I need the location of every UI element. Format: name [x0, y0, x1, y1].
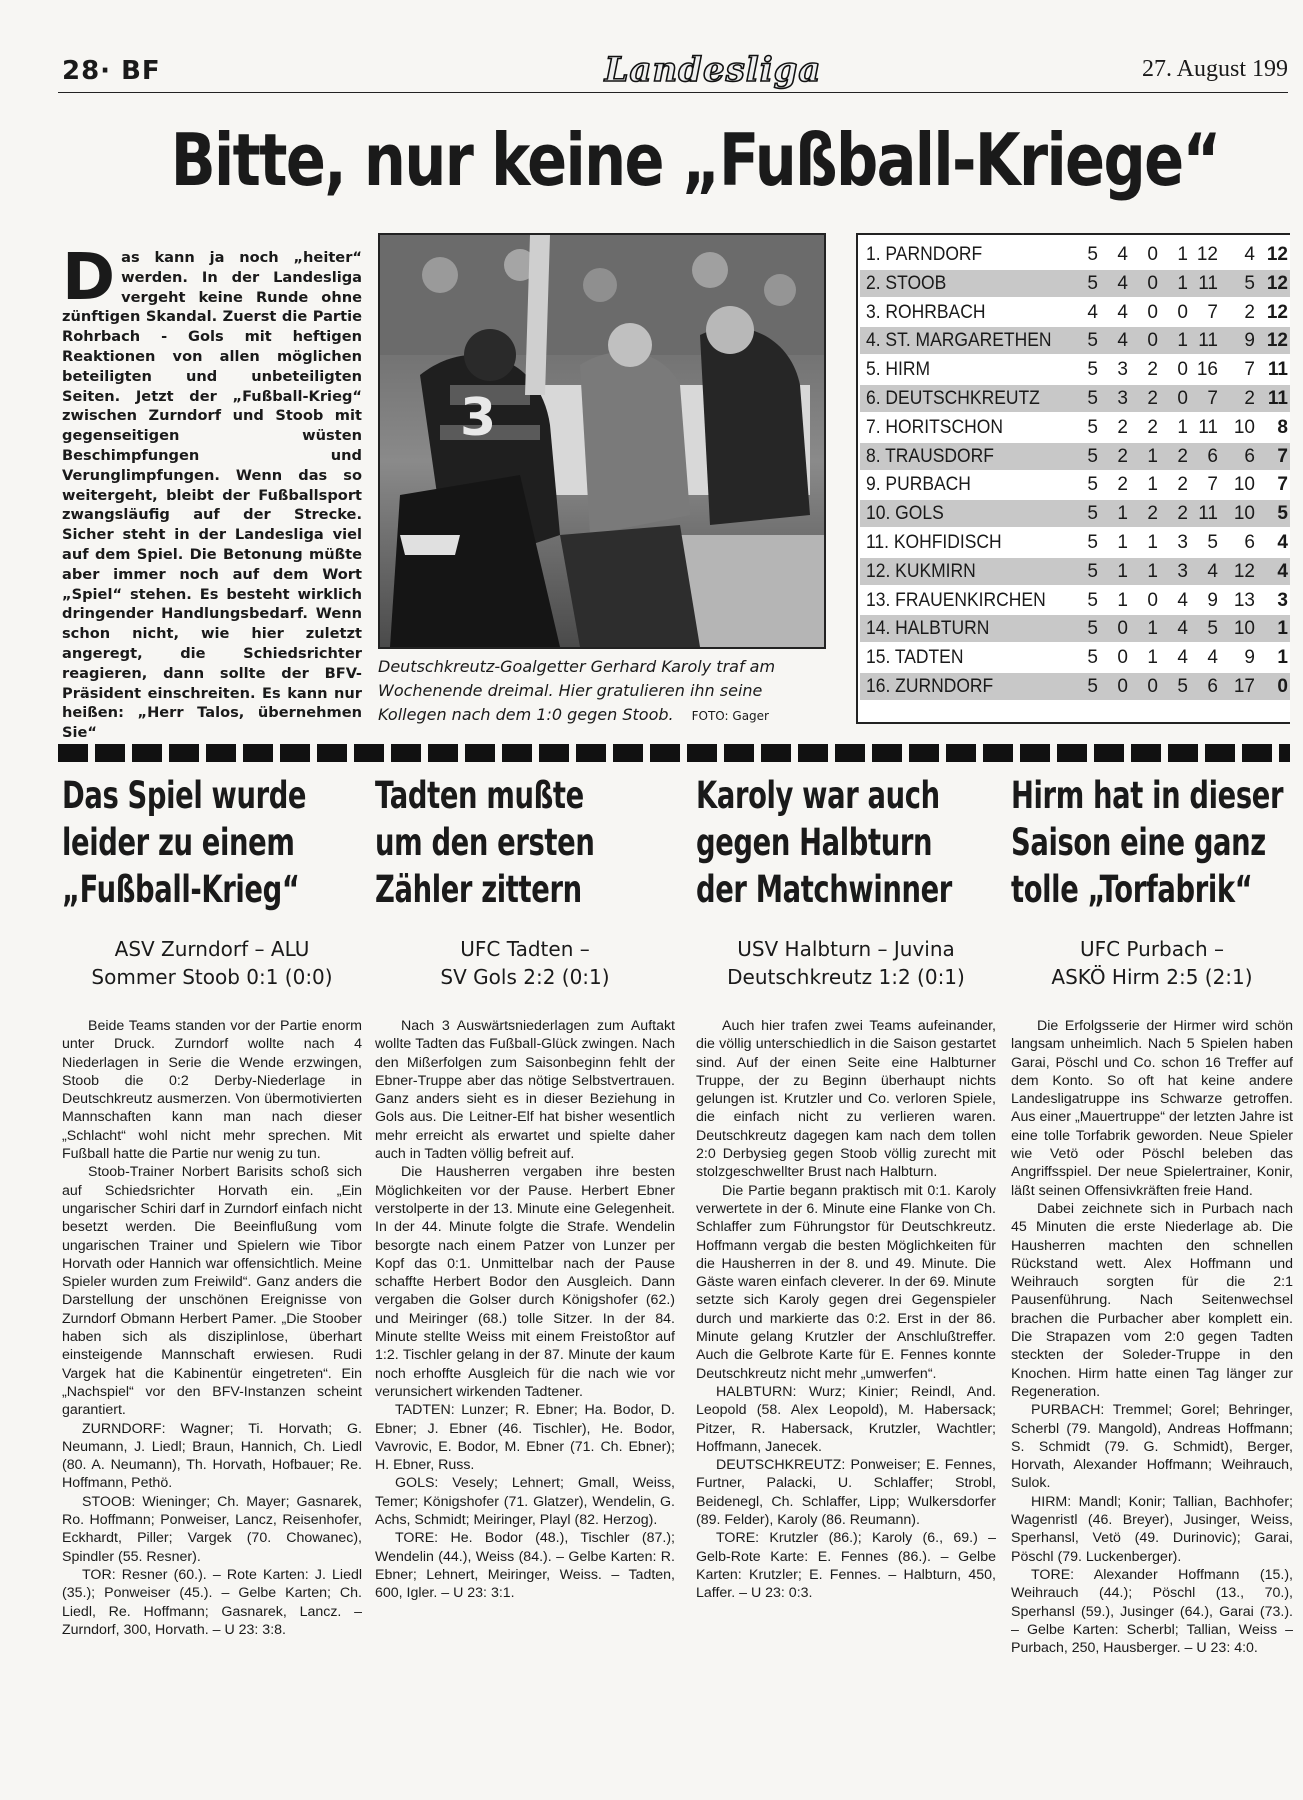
article-body: [696, 1017, 996, 1603]
points-cell: 7: [1277, 445, 1288, 467]
points-cell: 12: [1266, 301, 1288, 323]
stat-cell: 0: [1177, 301, 1188, 323]
standings-row: [860, 385, 1290, 412]
article-body: [62, 1017, 362, 1639]
stat-cell: 1: [1177, 272, 1188, 294]
stat-cell: 17: [1233, 676, 1255, 697]
page-header: [58, 50, 1288, 93]
lineup-paragraph: TORE: He. Bodor (48.), Tischler (87.); Wendelin (44.), Weiss (84.). – Gelbe Karten: R. Ebner; Lehnert, Meiringer, Weiss. – Tadten, 600, Igler. – U 23: 3:1.: [375, 1530, 675, 1602]
lineup-paragraph: ZURNDORF: Wagner; Ti. Horvath; G. Neumann, J. Liedl; Braun, Hannich, Ch. Liedl (80. A. Neumann), Th. Horvath, Hofbauer; Re. Hoffmann, Pethö.: [62, 1420, 362, 1492]
lineup-paragraph: TADTEN: Lunzer; R. Ebner; Ha. Bodor, D. Ebner; J. Ebner (46. Tischler), He. Bodor, Vavrovic, E. Bodor, M. Ebner (71. Ch. Ebner); H. Ebner, Russ.: [375, 1402, 675, 1474]
team-name: 15. TADTEN: [866, 647, 964, 669]
stat-cell: 13: [1233, 589, 1255, 611]
section-title: Landesliga: [604, 50, 822, 90]
stat-cell: 0: [1117, 647, 1128, 669]
points-cell: 4: [1277, 532, 1288, 553]
stat-cell: 4: [1117, 330, 1128, 352]
team-name: 2. STOOB: [866, 272, 947, 294]
points-cell: 1: [1277, 618, 1288, 640]
result-line: SV Gols 2:2 (0:1): [440, 965, 610, 989]
body-paragraph: Beide Teams standen vor der Partie enorm unter Druck. Zurndorf wollte nach 4 Niederlagen in Serie die Wende erzwingen, Stoob die 0:2 Derby-Niederlage in Deutschkreutz ausmerzen. Von übermotivierten Mannschaften kann man nach dieser „Schlacht“ wohl nicht mehr sprechen. Mit Fußball hatte die Partie nur wenig zu tun.: [62, 1018, 362, 1163]
stat-cell: 0: [1147, 676, 1158, 697]
stat-cell: 5: [1087, 560, 1098, 582]
article-body: [375, 1017, 675, 1603]
stat-cell: 3: [1117, 388, 1128, 409]
stat-cell: 4: [1207, 560, 1218, 582]
body-paragraph: Dabei zeichnete sich in Purbach nach 45 Minuten die erste Niederlage ab. Die Hausherren machten den schnellen Rückstand wett. Alex Hoffmann und Weihrauch sorgten für die 2:1 Pausenführung. Nach Seitenwechsel brachen die Purbacher aber komplett ein. Die Strapazen vom 2:0 gegen Tadten steckten der Soleder-Truppe in den Knochen. Hirm hatte einen Tag länger zur Regeneration.: [1011, 1200, 1293, 1400]
standings-row: [860, 500, 1290, 527]
headline-line: Karoly war auch: [696, 774, 940, 817]
stat-cell: 11: [1198, 330, 1218, 352]
result-line: Sommer Stoob 0:1 (0:0): [91, 965, 333, 989]
stat-cell: 9: [1207, 589, 1218, 611]
standings-row: [860, 241, 1290, 268]
stat-cell: 11: [1198, 272, 1218, 294]
lineup-paragraph: HIRM: Mandl; Konir; Tallian, Bachhofer; Wagenristl (46. Breyer), Jusinger, Weiss, Sperhansl, Vetö (49. Durinovic); Garai, Pöschl (79. Luckenberger).: [1011, 1493, 1293, 1565]
standings-row: [860, 270, 1290, 297]
stat-cell: 12: [1196, 244, 1218, 265]
result-line: ASV Zurndorf – ALU: [114, 937, 310, 961]
stat-cell: 12: [1233, 560, 1255, 582]
article-headline: [696, 772, 952, 913]
points-cell: 12: [1266, 272, 1288, 294]
stat-cell: 4: [1117, 244, 1128, 265]
stat-cell: 10: [1233, 503, 1255, 525]
stat-cell: 1: [1147, 618, 1158, 640]
stat-cell: 5: [1087, 618, 1098, 640]
stat-cell: 3: [1177, 560, 1188, 582]
players-celebrating-image: [380, 235, 824, 647]
lead-text: as kann ja noch „heiter“ werden. In der Landesliga vergeht keine Runde ohne zünftigen Skandal. Zuerst die Partie Rohrbach - Gols mit heftigen Reaktionen von allen möglichen beteiligten und unbeteiligten Seiten. Jetzt der „Fußball-Krieg“ zwischen Zurndorf und Stoob mit gegenseitigen wüsten Beschimpfungen und Verunglimpfungen. Wenn das so weitergeht, bleibt der Fußballsport zwangsläufig auf der Strecke. Sicher steht in der Landesliga viel auf dem Spiel. Die Betonung müßte aber immer noch auf dem Wort „Spiel“ stehen. Es besteht wirklich dringender Handlungsbedarf. Wenn schon nicht, wie hier zuletzt angeregt, die Schiedsrichter reagieren, dann sollte der BFV-Präsident einschreiten. Es kann nur heißen: „Herr Talos, übernehmen Sie“: [62, 249, 362, 742]
stat-cell: 5: [1087, 647, 1098, 669]
team-name: 9. PURBACH: [866, 474, 971, 496]
stat-cell: 5: [1177, 676, 1188, 697]
main-headline: Bitte, nur keine „Fußball-Kriege“: [170, 118, 1220, 202]
stat-cell: 7: [1207, 301, 1218, 323]
match-result: [62, 935, 362, 991]
result-line: USV Halbturn – Juvina: [737, 937, 955, 961]
stat-cell: 10: [1233, 618, 1255, 640]
points-cell: 5: [1277, 503, 1288, 525]
article-purbach-hirm: [1011, 772, 1293, 1657]
stat-cell: 0: [1177, 359, 1188, 381]
points-cell: 12: [1266, 244, 1288, 265]
team-name: 8. TRAUSDORF: [866, 445, 994, 467]
body-paragraph: Die Erfolgsserie der Hirmer wird schön langsam unheimlich. Nach 5 Spielen haben Garai, Pöschl und Co. schon 16 Treffer auf dem Konto. So oft hat keine andere Landesligatruppe ins Schwarze getroffen. Aus einer „Mauertruppe“ der letzten Jahre ist eine tolle Torfabrik geworden. Neue Spieler wie Vetö oder Pöschl beleben das Angriffsspiel. Der neue Spielertrainer, Konir, läßt seinen Offensivkräften freie Hand.: [1011, 1018, 1293, 1199]
match-result: [696, 935, 996, 991]
stat-cell: 0: [1117, 618, 1128, 640]
lineup-paragraph: PURBACH: Tremmel; Gorel; Behringer, Scherbl (79. Mangold), Andreas Hoffmann; S. Schmidt (79. G. Schmidt), Berger, Horvath, Alexander Hoffmann; Weihrauch, Sulok.: [1011, 1402, 1293, 1492]
article-headline: [62, 772, 307, 913]
headline-line: Saison eine ganz: [1011, 821, 1266, 864]
stat-cell: 4: [1177, 589, 1188, 611]
jersey-number: 3: [460, 388, 497, 448]
stat-cell: 4: [1244, 244, 1255, 265]
stat-cell: 5: [1207, 532, 1218, 553]
team-name: 14. HALBTURN: [866, 618, 990, 640]
lineup-paragraph: DEUTSCHKREUTZ: Ponweiser; E. Fennes, Furtner, Palacki, U. Schlaffer; Strobl, Beidenegl, Ch. Schlaffer, Lipp; Wulkersdorfer (89. Felder), Karoly (86. Reumann).: [696, 1457, 996, 1529]
stat-cell: 1: [1147, 532, 1158, 553]
headline-line: Hirm hat in dieser: [1011, 774, 1284, 817]
stat-cell: 0: [1117, 676, 1128, 697]
article-tadten-gols: [375, 772, 675, 1603]
stat-cell: 2: [1177, 503, 1188, 525]
lead-commentary: [62, 241, 362, 743]
stat-cell: 0: [1147, 272, 1158, 294]
stat-cell: 4: [1177, 618, 1188, 640]
team-name: 7. HORITSCHON: [866, 416, 1003, 438]
article-body: [1011, 1017, 1293, 1657]
stat-cell: 5: [1207, 618, 1218, 640]
stat-cell: 1: [1177, 244, 1188, 265]
photo-caption: [378, 655, 828, 728]
match-photo: [378, 233, 826, 649]
body-paragraph: Die Hausherren vergaben ihre besten Möglichkeiten vor der Pause. Herbert Ebner verstolperte in der 13. Minute eine Gelegenheit. In der 44. Minute folgte die Strafe. Wendelin besorgte nach einem Patzer von Lunzer per Kopf das 0:1. Unmittelbar nach der Pause schaffte Herbert Bodor den Ausgleich. Dann vergaben die Golser durch Königshofer (62.) und Meiringer (68.) tolle Sitzer. In der 84. Minute stellte Weiss mit einem Freistoßtor auf 1:2. Tischler gelang in der 87. Minute der kaum noch erhoffte Ausgleich für die nach wie vor verunsichert wirkenden Tadtener.: [375, 1164, 675, 1400]
stat-cell: 1: [1177, 330, 1188, 352]
standings-row: [860, 356, 1290, 383]
stat-cell: 1: [1117, 560, 1128, 582]
headline-line: Zähler zittern: [375, 868, 582, 911]
stat-cell: 6: [1207, 445, 1218, 467]
headline-line: tolle „Torfabrik“: [1011, 868, 1253, 911]
stat-cell: 2: [1117, 474, 1128, 496]
team-name: 11. KOHFIDISCH: [866, 532, 1002, 553]
stat-cell: 2: [1244, 388, 1255, 409]
stat-cell: 7: [1244, 359, 1255, 381]
headline-line: um den ersten: [375, 821, 595, 864]
stat-cell: 1: [1147, 647, 1158, 669]
result-line: ASKÖ Hirm 2:5 (2:1): [1051, 965, 1253, 989]
article-zurndorf-stoob: [62, 772, 362, 1639]
stat-cell: 1: [1117, 589, 1128, 611]
lineup-paragraph: STOOB: Wieninger; Ch. Mayer; Gasnarek, Ro. Hoffmann; Ponweiser, Lancz, Reisenhofer, Eckhardt, Piller; Vargek (70. Chowanec), Spindler (55. Resner).: [62, 1493, 362, 1565]
team-name: 6. DEUTSCHKREUTZ: [866, 388, 1040, 409]
stat-cell: 7: [1207, 388, 1218, 409]
stat-cell: 1: [1117, 503, 1128, 525]
lineup-paragraph: HALBTURN: Wurz; Kinier; Reindl, And. Leopold (58. Alex Leopold), M. Habersack; Pitzer, R. Habersack, Krutzler, Wachtler; Hoffmann, Janecek.: [696, 1383, 996, 1455]
stat-cell: 3: [1117, 359, 1128, 381]
stat-cell: 4: [1117, 272, 1128, 294]
stat-cell: 0: [1147, 330, 1158, 352]
stat-cell: 4: [1087, 301, 1098, 323]
stat-cell: 1: [1177, 416, 1188, 438]
stat-cell: 2: [1244, 301, 1255, 323]
stat-cell: 5: [1087, 589, 1098, 611]
stat-cell: 11: [1198, 416, 1218, 438]
standings-row: [860, 299, 1290, 326]
points-cell: 11: [1267, 359, 1288, 381]
stat-cell: 5: [1087, 416, 1098, 438]
standings-row: [860, 414, 1290, 441]
standings-row: [860, 443, 1290, 470]
stat-cell: 5: [1087, 474, 1098, 496]
standings-row: [860, 587, 1290, 614]
stat-cell: 9: [1244, 330, 1255, 352]
team-name: 1. PARNDORF: [866, 244, 983, 265]
standings-row: [860, 615, 1290, 642]
points-cell: 4: [1277, 560, 1288, 582]
body-paragraph: Stoob-Trainer Norbert Barisits schoß sich auf Schiedsrichter Horvath ein. „Ein ungarischer Schiri darf in Zurndorf einfach nicht besetzt werden. Die Beeinflußung vom ungarischen Trainer und Spielern wie Tibor Horvath oder Hannich war offensichtlich. Meine Spieler wurden zum Freiwild“. Ganz anders die Darstellung der unschönen Ereignisse von Zurndorf Obmann Herbert Pamer. „Die Stoober haben sich als disziplinlose, überhart einsteigende Mannschaft erwiesen. Rudi Vargek hat die Kabinentür eingetreten“. Ein „Nachspiel“ vor den BFV-Instanzen scheint garantiert.: [62, 1164, 362, 1419]
headline-line: „Fußball-Krieg“: [62, 868, 300, 911]
result-line: UFC Purbach –: [1079, 937, 1225, 961]
stat-cell: 1: [1117, 532, 1128, 553]
stat-cell: 4: [1117, 301, 1128, 323]
stat-cell: 5: [1087, 272, 1098, 294]
stat-cell: 1: [1147, 474, 1158, 496]
lineup-paragraph: TOR: Resner (60.). – Rote Karten: J. Liedl (35.); Ponweiser (45.). – Gelbe Karten; Ch. Liedl, Re. Hoffmann; Gasnarek, Lancz. – Zurndorf, 300, Horvath. – U 23: 3:8.: [62, 1566, 362, 1638]
drop-cap: D: [62, 241, 116, 315]
section-divider: [58, 744, 1290, 762]
stat-cell: 5: [1087, 330, 1098, 352]
stat-cell: 2: [1117, 416, 1128, 438]
standings-row: [860, 558, 1290, 585]
headline-line: leider zu einem: [62, 821, 295, 864]
points-cell: 3: [1277, 589, 1288, 611]
lineup-paragraph: GOLS: Vesely; Lehnert; Gmall, Weiss, Temer; Königshofer (71. Glatzer), Wendelin, G. Achs, Schmidt; Meiringer, Playl (82. Herzog).: [375, 1475, 675, 1529]
stat-cell: 6: [1244, 445, 1255, 467]
team-name: 4. ST. MARGARETHEN: [866, 330, 1052, 352]
result-line: Deutschkreutz 1:2 (0:1): [727, 965, 965, 989]
lineup-paragraph: TORE: Alexander Hoffmann (15.), Weihrauch (44.); Pöschl (13., 70.), Sperhansl (59.), Jusinger (64.), Garai (73.). – Gelbe Karten: Scherbl; Tallian, Weiss – Purbach, 250, Hausberger. – U 23: 4:0.: [1011, 1566, 1293, 1657]
body-paragraph: Auch hier trafen zwei Teams aufeinander, die völlig unterschiedlich in die Saison gestartet sind. Auf der einen Seite eine Halbturner Truppe, der zu Beginn überhaupt nichts gelungen ist. Krutzler und Co. verloren Spiele, die einfach nicht zu verlieren waren. Deutschkreutz dagegen kam nach dem tollen 2:0 Derbysieg gegen Stoob völlig zurecht mit stolzgeschwellter Brust nach Halbturn.: [696, 1018, 996, 1181]
stat-cell: 0: [1177, 388, 1188, 409]
stat-cell: 0: [1147, 301, 1158, 323]
team-name: 3. ROHRBACH: [866, 301, 986, 323]
stat-cell: 0: [1147, 589, 1158, 611]
stat-cell: 7: [1207, 474, 1218, 496]
stat-cell: 2: [1177, 445, 1188, 467]
photo-credit: FOTO: Gager: [691, 709, 769, 723]
points-cell: 0: [1277, 676, 1288, 697]
standings-row: [860, 673, 1290, 700]
stat-cell: 5: [1087, 532, 1098, 553]
result-line: UFC Tadten –: [460, 937, 590, 961]
team-name: 12. KUKMIRN: [866, 560, 976, 582]
body-paragraph: Die Partie begann praktisch mit 0:1. Karoly verwertete in der 6. Minute eine Flanke von Ch. Schlaffer zum Führungstor für Deutschkreutz. Hoffmann vergab die besten Möglichkeiten für die Hausherren in der 8. und 49. Minute. Die Gäste waren einfach cleverer. In der 69. Minute setzte sich Karoly gegen drei Gegenspieler durch und markierte das 0:2. Erst in der 86. Minute gelang Krutzler der Anschlußtreffer. Auch die Gelbrote Karte für E. Fennes konnte Deutschkreutz nicht mehr „umwerfen“.: [696, 1182, 996, 1382]
stat-cell: 4: [1207, 647, 1218, 669]
issue-date: 27. August 199: [1141, 56, 1288, 82]
stat-cell: 2: [1177, 474, 1188, 496]
match-result: [375, 935, 675, 991]
team-name: 13. FRAUENKIRCHEN: [866, 589, 1046, 611]
stat-cell: 0: [1147, 244, 1158, 265]
stat-cell: 5: [1087, 503, 1098, 525]
stat-cell: 2: [1147, 416, 1158, 438]
standings-row: [860, 644, 1290, 671]
stat-cell: 6: [1207, 676, 1218, 697]
body-paragraph: Nach 3 Auswärtsniederlagen zum Auftakt wollte Tadten das Fußball-Glück zwingen. Nach den Mißerfolgen zum Saisonbeginn fehlt der Ebner-Truppe aber das nötige Selbstvertrauen. Ganz anders sieht es in dieser Beziehung in Gols aus. Die Leitner-Elf hat bisher wesentlich mehr erreicht als erwartet und spielte daher auch in Tadten völlig befreit auf.: [375, 1018, 675, 1163]
article-headline: [375, 772, 597, 913]
stat-cell: 4: [1177, 647, 1188, 669]
standings-row: [860, 471, 1290, 498]
points-cell: 8: [1277, 416, 1288, 438]
stat-cell: 9: [1244, 647, 1255, 669]
team-name: 16. ZURNDORF: [866, 676, 994, 697]
stat-cell: 5: [1244, 272, 1255, 294]
stat-cell: 2: [1147, 359, 1158, 381]
headline-line: gegen Halbturn: [696, 821, 933, 864]
points-cell: 12: [1266, 330, 1288, 352]
headline-line: Tadten mußte: [375, 774, 584, 817]
points-cell: 7: [1277, 474, 1288, 496]
standings-table: [856, 233, 1290, 724]
stat-cell: 1: [1147, 445, 1158, 467]
stat-cell: 16: [1196, 359, 1218, 381]
stat-cell: 2: [1147, 388, 1158, 409]
stat-cell: 5: [1087, 445, 1098, 467]
stat-cell: 3: [1177, 532, 1188, 553]
team-name: 10. GOLS: [866, 503, 944, 525]
points-cell: 11: [1267, 388, 1288, 409]
standings-row: [860, 529, 1290, 556]
stat-cell: 5: [1087, 244, 1098, 265]
caption-text: Deutschkreutz-Goalgetter Gerhard Karoly traf am Wochenende dreimal. Hier gratulieren ihn seine Kollegen nach dem 1:0 gegen Stoob.: [378, 657, 776, 724]
points-cell: 1: [1277, 647, 1288, 669]
stat-cell: 5: [1087, 359, 1098, 381]
headline-line: Das Spiel wurde: [62, 774, 307, 817]
standings-row: [860, 327, 1290, 354]
stat-cell: 1: [1147, 560, 1158, 582]
lineup-paragraph: TORE: Krutzler (86.); Karoly (6., 69.) – Gelb-Rote Karte: E. Fennes (86.). – Gelbe Karten: Krutzler; E. Fennes. – Halbturn, 450, Laffer. – U 23: 0:3.: [696, 1530, 996, 1602]
stat-cell: 10: [1233, 416, 1255, 438]
team-name: 5. HIRM: [866, 359, 931, 381]
article-halbturn-deutschkreutz: [696, 772, 996, 1603]
article-headline: [1011, 772, 1284, 913]
stat-cell: 5: [1087, 676, 1098, 697]
match-result: [1011, 935, 1293, 991]
stat-cell: 5: [1087, 388, 1098, 409]
stat-cell: 2: [1117, 445, 1128, 467]
stat-cell: 10: [1233, 474, 1255, 496]
stat-cell: 11: [1198, 503, 1218, 525]
headline-line: der Matchwinner: [696, 868, 952, 911]
page-number: 28· BF: [62, 56, 161, 86]
stat-cell: 2: [1147, 503, 1158, 525]
stat-cell: 6: [1244, 532, 1255, 553]
